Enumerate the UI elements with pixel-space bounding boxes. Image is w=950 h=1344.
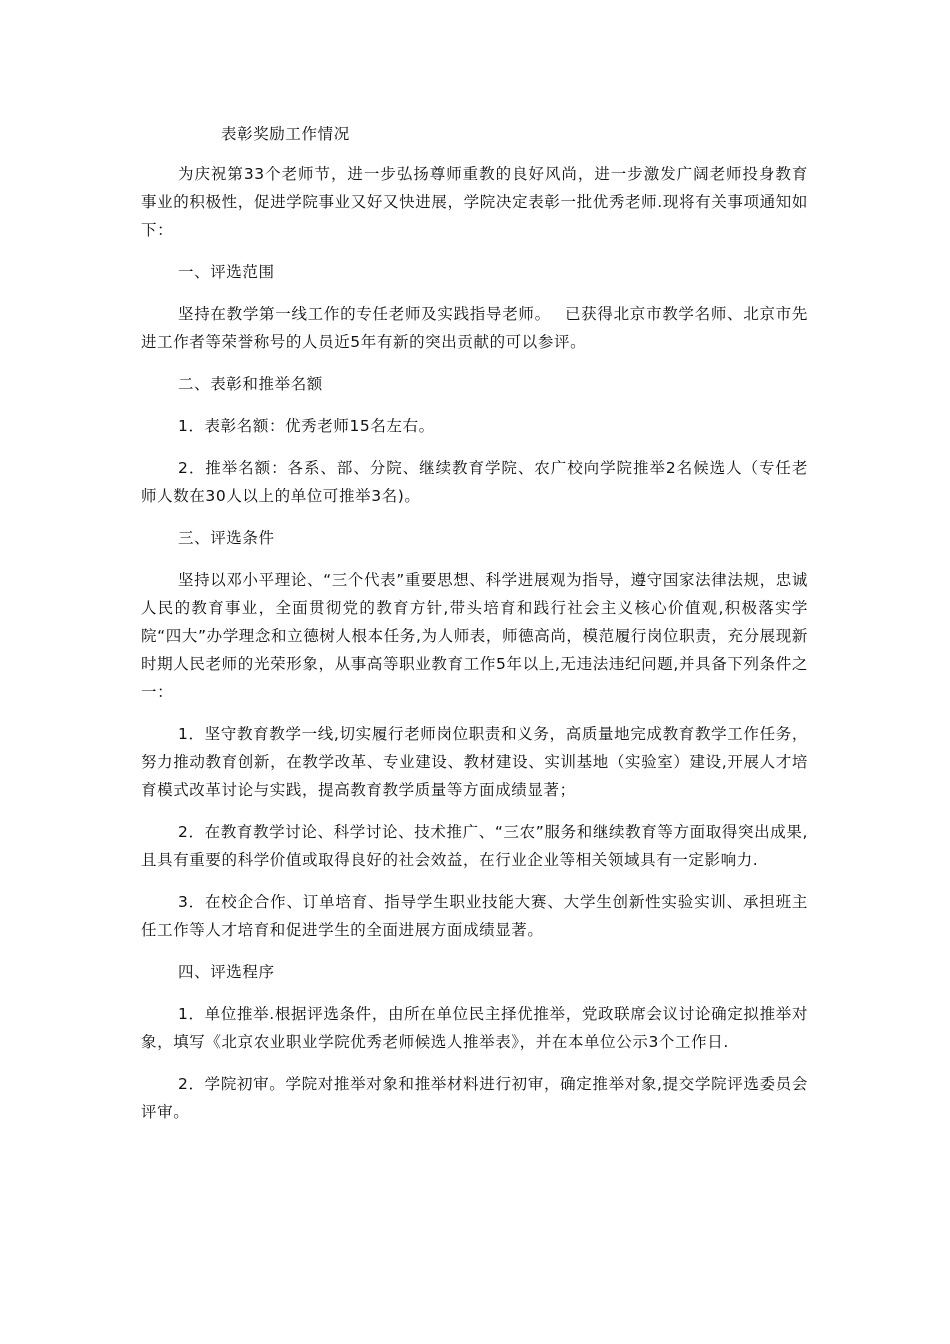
document-title: 表彰奖励工作情况: [221, 125, 350, 143]
section-heading-quota: 二、表彰和推举名额: [178, 375, 323, 393]
procedure-item-1: 1．单位推举.根据评选条件，由所在单位民主择优推举，党政联席会议讨论确定拟推举对象，填写《北京农业职业学院优秀老师候选人推举表》，并在本单位公示3个工作日.: [141, 1005, 808, 1051]
criteria-item-2: 2．在教育教学讨论、科学讨论、技术推广、“三农”服务和继续教育等方面取得突出成果,且具有重要的科学价值或取得良好的社会效益，在行业企业等相关领域具有一定影响力.: [141, 823, 808, 869]
criteria-item-3: 3．在校企合作、订单培育、指导学生职业技能大赛、大学生创新性实验实训、承担班主任工作等人才培育和促进学生的全面进展方面成绩显著。: [141, 893, 808, 939]
quota-item-1: 1．表彰名额：优秀老师15名左右。: [178, 417, 435, 435]
criteria-paragraph: 坚持以邓小平理论、“三个代表”重要思想、科学进展观为指导，遵守国家法律法规，忠诚人民的教育事业，全面贯彻党的教育方针,带头培育和践行社会主义核心价值观,积极落实学院“四大”办学理念和立德树人根本任务,为人师表，师德高尚，模范履行岗位职责，充分展现新时期人民老师的光荣形象，从事高等职业教育工作5年以上,无违法违纪问题,并具备下列条件之一：: [141, 571, 808, 701]
section-heading-criteria: 三、评选条件: [178, 529, 275, 547]
criteria-item-1: 1．坚守教育教学一线,切实履行老师岗位职责和义务，高质量地完成教育教学工作任务，努力推动教育创新，在教学改革、专业建设、教材建设、实训基地（实验室）建设,开展人才培育模式改革讨论与实践，提高教育教学质量等方面成绩显著；: [141, 725, 808, 799]
scope-paragraph: 坚持在教学第一线工作的专任老师及实践指导老师。 已获得北京市教学名师、北京市先进工作者等荣誉称号的人员近5年有新的突出贡献的可以参评。: [141, 305, 808, 351]
document-body: [141, 120, 808, 1140]
section-heading-procedure: 四、评选程序: [178, 963, 275, 981]
quota-item-2: 2．推举名额：各系、部、分院、继续教育学院、农广校向学院推举2名候选人（专任老师人数在30人以上的单位可推举3名)。: [141, 459, 808, 505]
intro-paragraph: 为庆祝第33个老师节，进一步弘扬尊师重教的良好风尚，进一步激发广阔老师投身教育事业的积极性，促进学院事业又好又快进展，学院决定表彰一批优秀老师.现将有关事项通知如下：: [141, 165, 808, 239]
section-heading-scope: 一、评选范围: [178, 263, 275, 281]
procedure-item-2: 2．学院初审。学院对推举对象和推举材料进行初审，确定推举对象,提交学院评选委员会评审。: [141, 1075, 808, 1121]
